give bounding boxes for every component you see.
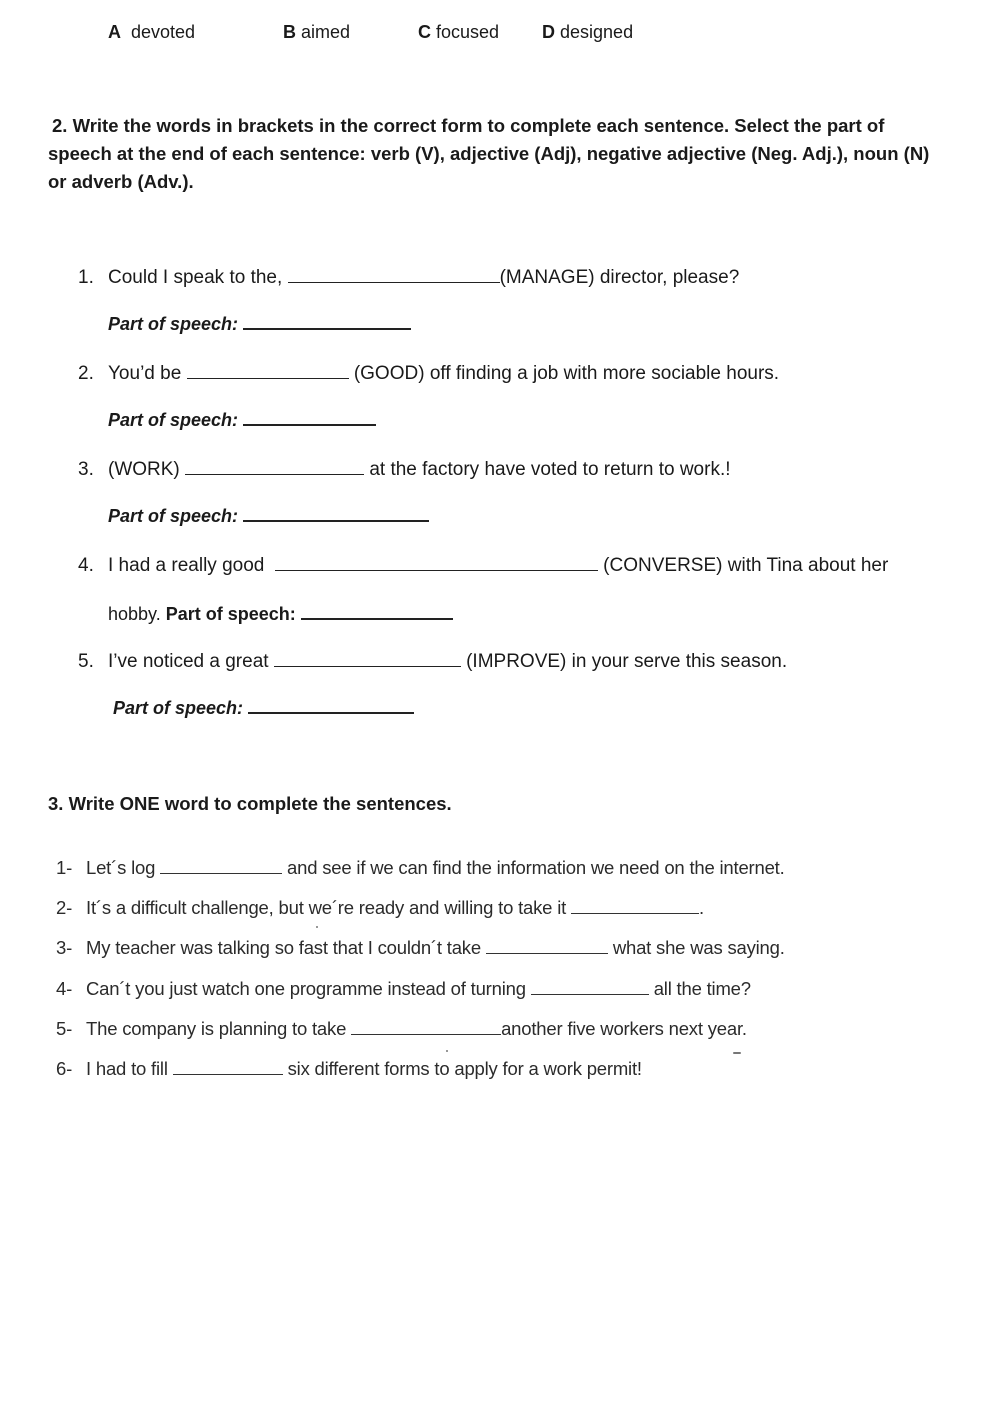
answer-blank[interactable] bbox=[288, 266, 500, 283]
answer-blank[interactable] bbox=[243, 314, 411, 330]
exercise3-item-1: 1- Let´s log and see if we can find the information we need on the internet. bbox=[56, 857, 785, 878]
option-b: B aimed bbox=[283, 22, 351, 42]
scan-speck bbox=[733, 1052, 741, 1054]
exercise3-item-4: 4- Can´t you just watch one programme instead of turning all the time? bbox=[56, 978, 751, 999]
option-c: C focused bbox=[418, 22, 500, 42]
answer-blank[interactable] bbox=[571, 899, 699, 914]
answer-blank[interactable] bbox=[275, 554, 598, 571]
exercise3-item-5: 5- The company is planning to take another five workers next year. bbox=[56, 1018, 747, 1039]
exercise3-item-2: 2- It´s a difficult challenge, but we´re ready and willing to take it . bbox=[56, 897, 704, 918]
answer-blank[interactable] bbox=[173, 1060, 283, 1075]
exercise3-item-6: 6- I had to fill six different forms to apply for a work permit! bbox=[56, 1058, 642, 1079]
part-of-speech-2: Part of speech: bbox=[108, 410, 376, 431]
part-of-speech-4: hobby. Part of speech: bbox=[108, 602, 453, 625]
part-of-speech-5: Part of speech: bbox=[113, 698, 414, 719]
answer-blank[interactable] bbox=[531, 980, 649, 995]
exercise3-item-3: 3- My teacher was talking so fast that I couldn´t take what she was saying. bbox=[56, 937, 785, 958]
answer-blank[interactable] bbox=[160, 859, 282, 874]
answer-blank[interactable] bbox=[243, 506, 429, 522]
option-d: D designed bbox=[542, 22, 634, 42]
part-of-speech-3: Part of speech: bbox=[108, 506, 429, 527]
answer-blank[interactable] bbox=[187, 362, 349, 379]
section2-instructions: 2. Write the words in brackets in the correct form to complete each sentence. Select the part of speech at the end of each sentence: verb (V), adjective (Adj), negative adjective (Neg. Adj.), noun (N) or adverb (Adv.). bbox=[48, 115, 930, 192]
scan-speck bbox=[446, 1050, 448, 1052]
answer-blank[interactable] bbox=[351, 1020, 501, 1035]
answer-blank[interactable] bbox=[274, 650, 461, 667]
answer-blank[interactable] bbox=[248, 698, 414, 714]
section3-title: 3. Write ONE word to complete the sentences. bbox=[48, 793, 452, 814]
scan-speck bbox=[316, 926, 318, 928]
part-of-speech-1: Part of speech: bbox=[108, 314, 411, 335]
option-a: A devoted bbox=[108, 22, 196, 42]
answer-blank[interactable] bbox=[243, 410, 376, 426]
answer-blank[interactable] bbox=[185, 458, 364, 475]
answer-blank[interactable] bbox=[301, 602, 453, 620]
answer-blank[interactable] bbox=[486, 939, 608, 954]
